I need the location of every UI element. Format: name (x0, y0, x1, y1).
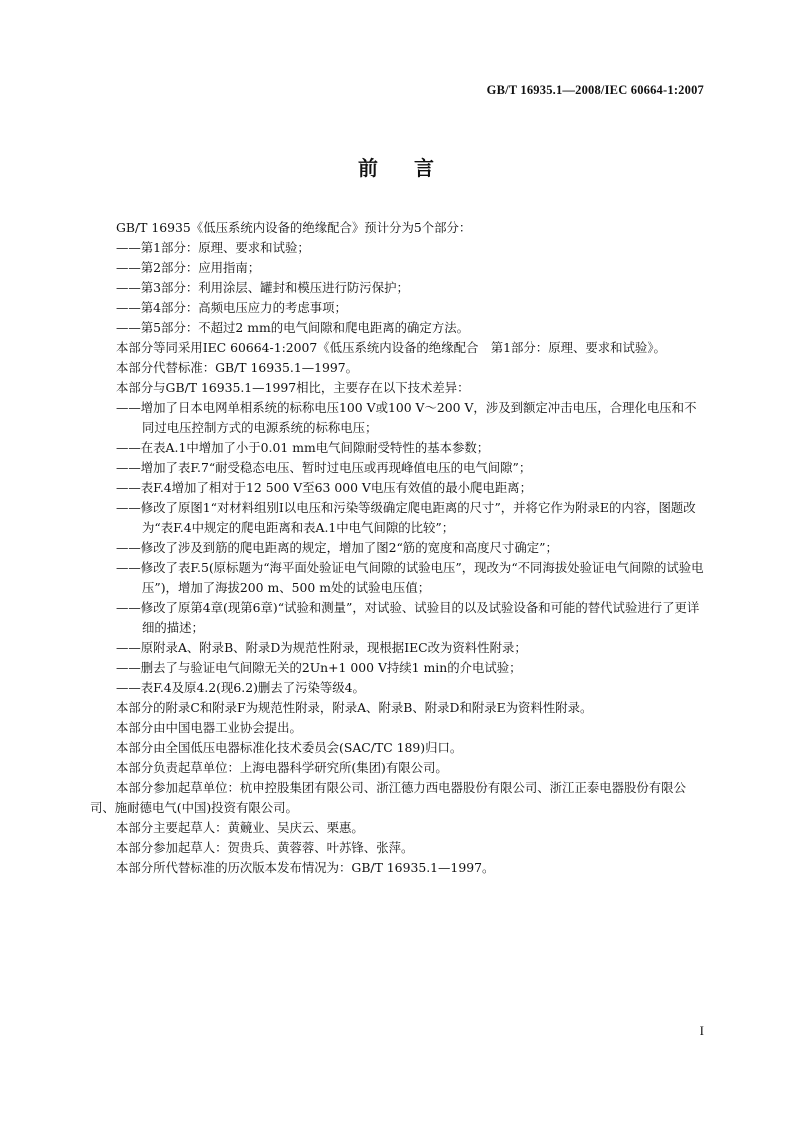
list-item: ——第4部分：高频电压应力的考虑事项； (116, 300, 347, 315)
list-item: ——第5部分：不超过2 mm的电气间隙和爬电距离的确定方法。 (116, 320, 469, 335)
paragraph: 本部分由中国电器工业协会提出。 (116, 720, 302, 735)
title-char-1: 前 (358, 156, 380, 180)
paragraph: 本部分所代替标准的历次版本发布情况为：GB/T 16935.1—1997。 (116, 860, 495, 875)
foreword-body (90, 218, 706, 878)
page-title (0, 152, 794, 181)
list-item: ——增加了日本电网单相系统的标称电压100 V或100 V～200 V，涉及到额定冲击电压，合理化电压和不同过电压控制方式的电源系统的标称电压； (116, 400, 697, 435)
paragraph: 本部分参加起草人：贺贵兵、黄蓉蓉、叶苏锋、张萍。 (116, 840, 414, 855)
page-number: I (699, 1023, 704, 1038)
paragraph: 本部分代替标准：GB/T 16935.1—1997。 (116, 360, 359, 375)
standard-number-header: GB/T 16935.1—2008/IEC 60664-1:2007 (486, 83, 704, 97)
list-item: ——第2部分：应用指南； (116, 260, 261, 275)
paragraph: 本部分的附录C和附录F为规范性附录，附录A、附录B、附录D和附录E为资料性附录。 (116, 700, 593, 715)
paragraph: 本部分与GB/T 16935.1—1997相比，主要存在以下技术差异： (116, 380, 470, 395)
title-char-2: 言 (414, 156, 436, 180)
paragraph: 本部分主要起草人：黄竸业、吴庆云、栗惠。 (116, 820, 364, 835)
paragraph: 本部分负责起草单位：上海电器科学研究所(集团)有限公司。 (116, 760, 448, 775)
paragraph: 本部分等同采用IEC 60664-1:2007《低压系统内设备的绝缘配合 第1部分：原理、要求和试验》。 (116, 340, 666, 355)
list-item: ——修改了表F.5(原标题为“海平面处验证电气间隙的试验电压”，现改为“不同海拔处验证电气间隙的试验电压”)，增加了海拔200 m、500 m处的试验电压值； (116, 560, 704, 595)
paragraph: GB/T 16935《低压系统内设备的绝缘配合》预计分为5个部分： (116, 220, 472, 235)
list-item: ——第1部分：原理、要求和试验； (116, 240, 310, 255)
list-item: ——在表A.1中增加了小于0.01 mm电气间隙耐受特性的基本参数； (116, 440, 490, 455)
list-item: ——修改了原图1“对材料组别Ⅰ以电压和污染等级确定爬电距离的尺寸”，并将它作为附录E的内容，图题改为“表F.4中规定的爬电距离和表A.1中电气间隙的比较”； (116, 500, 696, 535)
list-item: ——原附录A、附录B、附录D为规范性附录，现根据IEC改为资料性附录； (116, 640, 527, 655)
list-item: ——删去了与验证电气间隙无关的2Un+1 000 V持续1 min的介电试验； (116, 660, 522, 675)
list-item: ——第3部分：利用涂层、罐封和模压进行防污保护； (116, 280, 409, 295)
paragraph: 本部分由全国低压电器标准化技术委员会(SAC/TC 189)归口。 (116, 740, 463, 755)
list-item: ——修改了涉及到筋的爬电距离的规定，增加了图2“筋的宽度和高度尺寸确定”； (116, 540, 558, 555)
list-item: ——表F.4增加了相对于12 500 V至63 000 V电压有效值的最小爬电距离； (116, 480, 532, 495)
paragraph: 本部分参加起草单位：杭申控股集团有限公司、浙江德力西电器股份有限公司、浙江正泰电器股份有限公司、施耐德电气(中国)投资有限公司。 (90, 780, 686, 815)
list-item: ——增加了表F.7“耐受稳态电压、暂时过电压或再现峰值电压的电气间隙”； (116, 460, 532, 475)
list-item: ——修改了原第4章(现第6章)“试验和测量”，对试验、试验目的以及试验设备和可能的替代试验进行了更详细的描述； (116, 600, 700, 635)
list-item: ——表F.4及原4.2(现6.2)删去了污染等级4。 (116, 680, 365, 695)
